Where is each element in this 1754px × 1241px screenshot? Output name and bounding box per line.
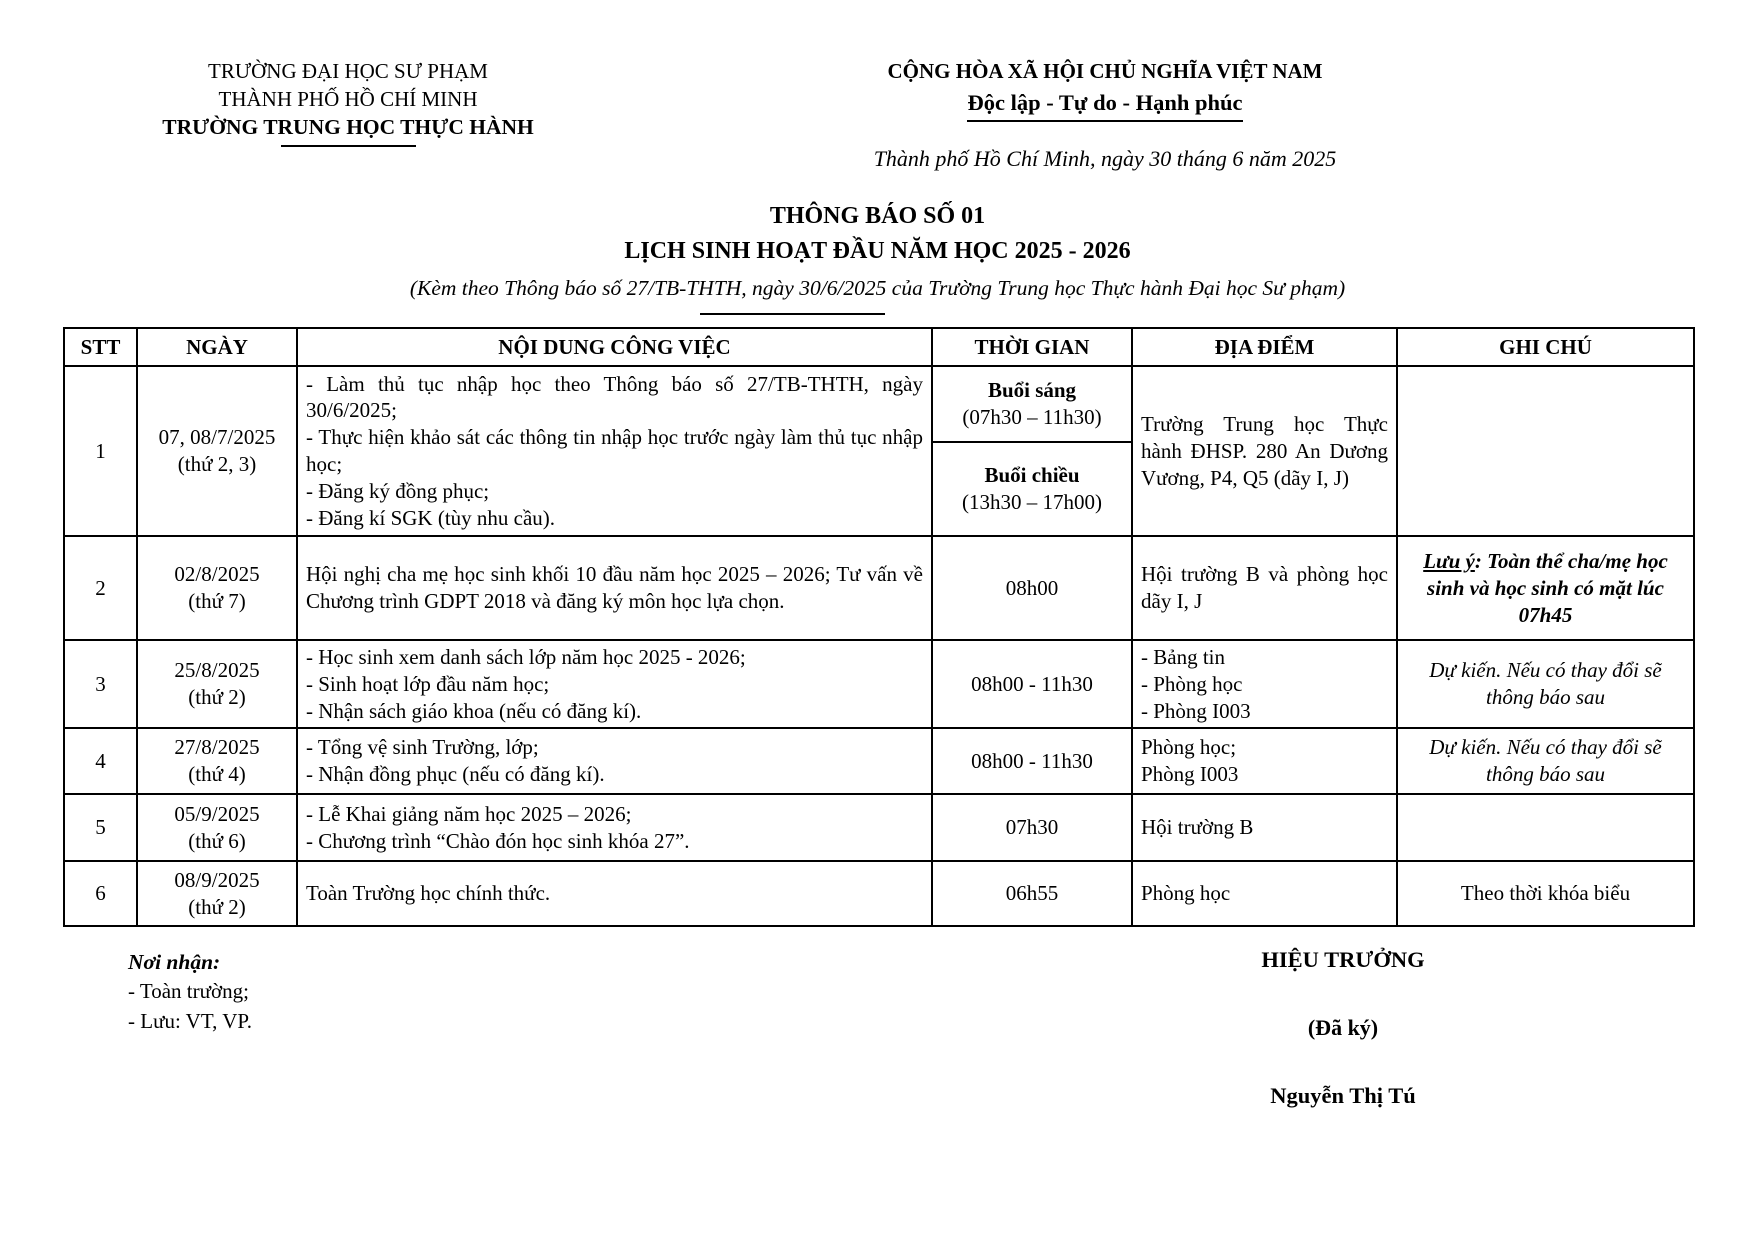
content-cell [297,794,932,861]
content-line: - Thực hiện khảo sát các thông tin nhập học trước ngày làm thủ tục nhập học; [306,425,923,477]
date-line: 05/9/2025 [174,801,260,826]
note-cell: Dự kiến. Nếu có thay đổi sẽ thông báo sau [1397,640,1694,728]
date-line: 02/8/2025 [174,562,260,587]
table-row [64,640,1694,728]
org-line-1: TRƯỜNG ĐẠI HỌC SƯ PHẠM [208,59,488,83]
org-line-2: THÀNH PHỐ HỒ CHÍ MINH [218,86,478,111]
org-underline-rule [281,145,416,147]
date-cell [137,728,297,794]
title-underline-rule [700,313,885,315]
date-cell [137,640,297,728]
table-row [64,728,1694,794]
signer-position: HIỆU TRƯỞNG [1261,947,1425,973]
content-line: - Đăng kí SGK (tùy nhu cầu). [306,505,556,530]
notice-main-title: LỊCH SINH HOẠT ĐẦU NĂM HỌC 2025 - 2026 [624,238,1131,265]
content-cell [297,640,932,728]
content-line: - Lễ Khai giảng năm học 2025 – 2026; [306,801,632,826]
date-cell [137,366,297,536]
date-line: 25/8/2025 [174,658,260,683]
content-line: - Sinh hoạt lớp đầu năm học; [306,671,550,696]
time-cell: 08h00 [932,536,1132,640]
content-line: - Chương trình “Chào đón học sinh khóa 27”. [306,828,690,853]
document-footer [63,947,1692,1109]
date-cell [137,794,297,861]
national-motto [795,88,1415,123]
content-line: - Nhận đồng phục (nếu có đăng kí). [306,762,605,787]
column-header-stt: STT [64,328,137,366]
note-cell [1397,366,1694,536]
note-cell [1397,536,1694,640]
location-cell: Phòng học [1132,861,1397,926]
content-cell: Toàn Trường học chính thức. [297,861,932,926]
column-header-date: NGÀY [137,328,297,366]
date-line: 27/8/2025 [174,735,260,760]
content-line: - Đăng ký đồng phục; [306,479,490,504]
location-cell [1132,640,1397,728]
notice-number-title: THÔNG BÁO SỐ 01 [769,203,986,230]
table-row [64,536,1694,640]
location-cell: Trường Trung học Thực hành ĐHSP. 280 An Dương Vương, P4, Q5 (dãy I, J) [1132,366,1397,536]
motto-text: Độc lập - Tự do - Hạnh phúc [967,88,1242,123]
location-line: Phòng I003 [1141,762,1239,787]
location-line: - Phòng I003 [1141,698,1251,723]
time-range: (07h30 – 11h30) [962,405,1102,430]
weekday-line: (thứ 2, 3) [177,452,257,477]
schedule-table [63,327,1695,927]
note-cell: Dự kiến. Nếu có thay đổi sẽ thông báo sau [1397,728,1694,794]
recipient-line: - Toàn trường; [128,979,249,1004]
location-cell [1132,728,1397,794]
note-cell [1397,794,1694,861]
signer-name: Nguyễn Thị Tú [1270,1083,1416,1109]
weekday-line: (thứ 7) [188,589,246,614]
content-line: - Nhận sách giáo khoa (nếu có đăng kí). [306,698,642,723]
content-line: - Học sinh xem danh sách lớp năm học 2025 - 2026; [306,644,746,669]
time-cell-afternoon [932,442,1132,536]
weekday-line: (thứ 2) [188,894,246,919]
weekday-line: (thứ 2) [188,685,246,710]
time-cell: 08h00 - 11h30 [932,728,1132,794]
national-header-block [795,58,1415,173]
recipients-title: Nơi nhận: [128,950,221,975]
date-cell [137,861,297,926]
content-line: - Tổng vệ sinh Trường, lớp; [306,735,539,760]
signed-note: (Đã ký) [1307,1015,1379,1041]
time-cell: 08h00 - 11h30 [932,640,1132,728]
location-cell: Hội trường B và phòng học dãy I, J [1132,536,1397,640]
note-cell: Theo thời khóa biểu [1397,861,1694,926]
table-row [64,794,1694,861]
column-header-time: THỜI GIAN [932,328,1132,366]
notice-title-block [63,199,1692,315]
note-emphasis-label: Lưu ý [1423,548,1475,573]
location-line: - Bảng tin [1141,644,1225,669]
location-line: - Phòng học [1141,671,1243,696]
recipients-block [128,947,428,1109]
content-line: - Làm thủ tục nhập học theo Thông báo số 27/TB-THTH, ngày 30/6/2025; [306,371,923,423]
table-header-row [64,328,1694,366]
column-header-note: GHI CHÚ [1397,328,1694,366]
notice-subtitle: (Kèm theo Thông báo số 27/TB-THTH, ngày 30/6/2025 của Trường Trung học Thực hành Đại học Sư phạm) [409,276,1346,301]
time-cell: 06h55 [932,861,1132,926]
stt-cell: 6 [64,861,137,926]
national-title: CỘNG HÒA XÃ HỘI CHỦ NGHĨA VIỆT NAM [887,59,1323,83]
place-date-line: Thành phố Hồ Chí Minh, ngày 30 tháng 6 năm 2025 [873,146,1337,172]
column-header-location: ĐỊA ĐIỂM [1132,328,1397,366]
time-range: (13h30 – 17h00) [962,490,1102,515]
location-line: Phòng học; [1141,735,1237,760]
stt-cell: 4 [64,728,137,794]
recipient-line: - Lưu: VT, VP. [128,1008,252,1033]
table-row [64,366,1694,442]
stt-cell: 5 [64,794,137,861]
stt-cell: 1 [64,366,137,536]
date-line: 08/9/2025 [174,867,260,892]
stt-cell: 3 [64,640,137,728]
date-cell [137,536,297,640]
weekday-line: (thứ 6) [188,828,246,853]
document-header [63,58,1692,173]
issuing-org-block [123,58,573,147]
time-session-label: Buổi chiều [984,463,1080,488]
time-cell-morning [932,366,1132,442]
location-cell: Hội trường B [1132,794,1397,861]
table-row [64,861,1694,926]
content-cell: Hội nghị cha mẹ học sinh khối 10 đầu năm học 2025 – 2026; Tư vấn về Chương trình GDPT 2018 và đăng ký môn học lựa chọn. [297,536,932,640]
note-text: : Toàn thể cha/mẹ học sinh và học sinh có mặt lúc 07h45 [1427,548,1668,627]
time-cell: 07h30 [932,794,1132,861]
signature-block [1128,947,1558,1109]
date-line: 07, 08/7/2025 [158,425,276,450]
content-cell [297,728,932,794]
column-header-content: NỘI DUNG CÔNG VIỆC [297,328,932,366]
time-session-label: Buổi sáng [987,378,1077,403]
weekday-line: (thứ 4) [188,762,246,787]
org-line-3: TRƯỜNG TRUNG HỌC THỰC HÀNH [162,115,534,140]
content-cell [297,366,932,536]
stt-cell: 2 [64,536,137,640]
